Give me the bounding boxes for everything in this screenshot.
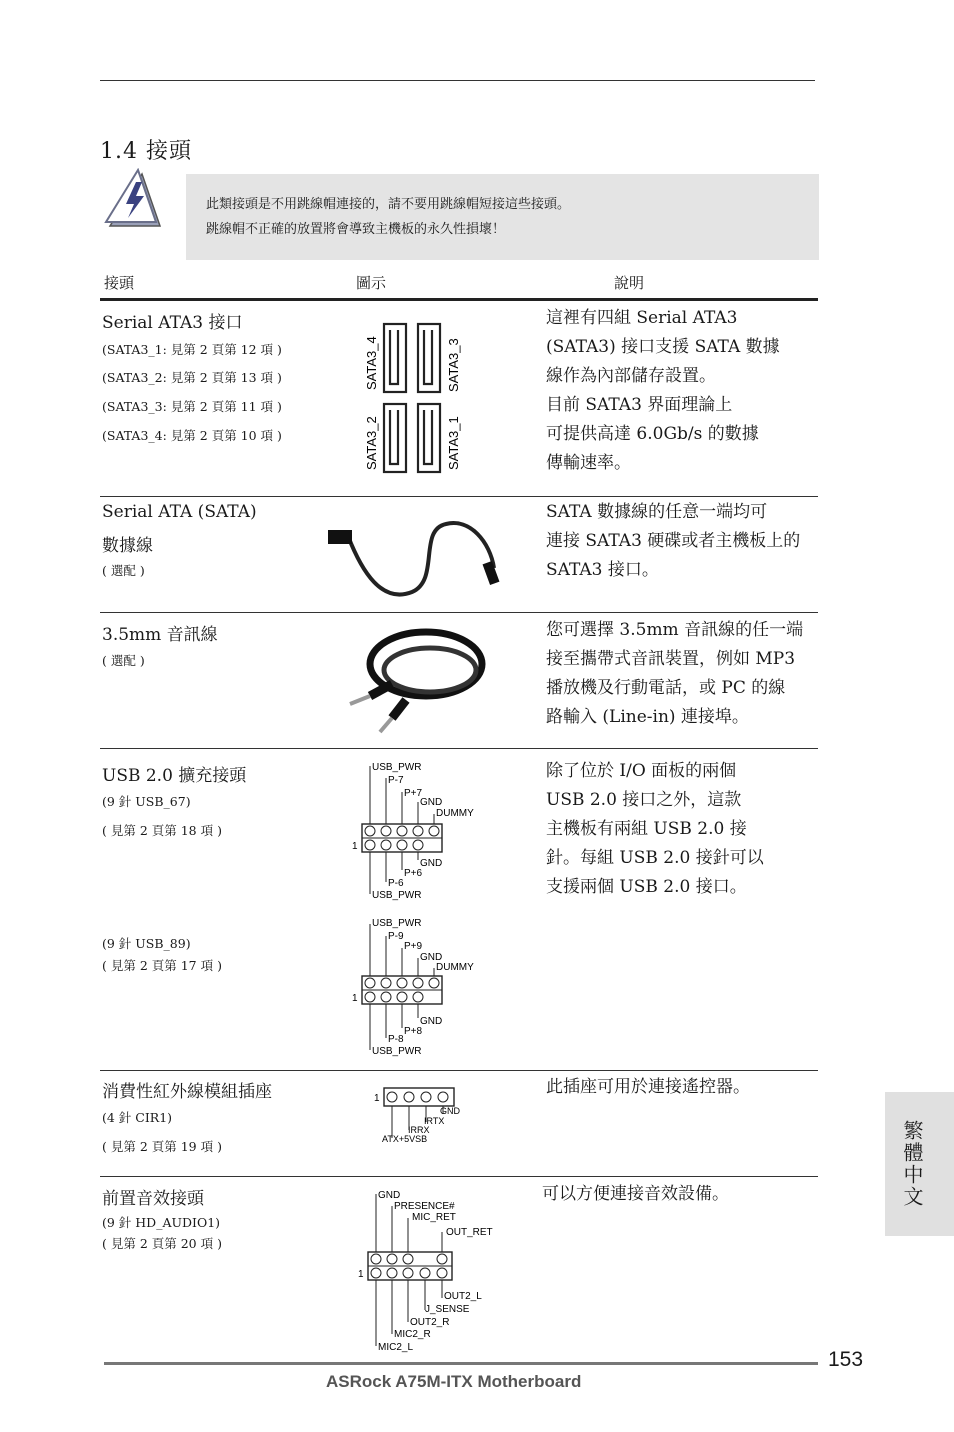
sata3-title: Serial ATA3 接口 xyxy=(102,313,243,333)
cir-pin-diagram xyxy=(372,1084,472,1150)
pin-one-label: 1 xyxy=(352,993,358,1004)
pin-one-label: 1 xyxy=(352,841,358,852)
cir-title: 消費性紅外線模組插座 xyxy=(102,1082,272,1102)
sata-cable-title: Serial ATA (SATA) xyxy=(102,502,257,522)
pin-label: GND xyxy=(378,1190,401,1201)
sata-cable-optional: ( 選配 ) xyxy=(102,563,145,578)
pin-label: IRRX xyxy=(408,1125,430,1135)
sata-cable-title-2: 數據線 xyxy=(102,536,153,556)
pin-label: GND xyxy=(420,952,443,963)
sata-cable-image xyxy=(322,512,512,602)
warning-line-2: 跳線帽不正確的放置將會導致主機板的永久性損壞！ xyxy=(206,222,506,237)
pin-label: DUMMY xyxy=(436,962,474,973)
sata3-sub-1: (SATA3_1: 見第 2 頁第 12 項 ) xyxy=(102,342,282,357)
header-rule xyxy=(100,298,818,301)
audio-cable-description: 您可選擇 3.5mm 音訊線的任一端 接至攜帶式音訊裝置，例如 MP3 播放機及行動電話，或 PC 的線 路輸入 (Line-in) 連接埠。 xyxy=(546,620,804,727)
hd-audio-pin-diagram xyxy=(356,1186,506,1356)
sata-cable-description: SATA 數據線的任意一端均可 連接 SATA3 硬碟或者主機板上的 SATA3 接口。 xyxy=(546,502,801,580)
sata3-sub-2: (SATA3_2: 見第 2 頁第 13 項 ) xyxy=(102,370,282,385)
pin-label: IRTX xyxy=(424,1116,445,1126)
pin-label: P-8 xyxy=(388,1034,404,1045)
pin-label: P+8 xyxy=(404,1026,423,1037)
top-rule xyxy=(100,80,815,81)
label-sata3-4: SATA3_4 xyxy=(364,336,379,390)
pin-label: ATX+5VSB xyxy=(382,1134,428,1144)
section-title: 1.4 接頭 xyxy=(100,139,192,164)
header-figure: 圖示 xyxy=(356,274,387,292)
pin-label: P-6 xyxy=(388,878,404,889)
pin-label: USB_PWR xyxy=(372,1046,422,1057)
usb89-pin-diagram xyxy=(350,914,490,1060)
warning-box xyxy=(186,174,819,260)
warning-icon xyxy=(100,168,162,232)
pin-label: OUT2_R xyxy=(410,1317,450,1328)
row-rule xyxy=(100,1070,818,1071)
audio-cable-image xyxy=(344,620,494,738)
sata3-sub-4: (SATA3_4: 見第 2 頁第 10 項 ) xyxy=(102,428,282,443)
row-rule xyxy=(100,496,818,497)
warning-line-1: 此類接頭是不用跳線帽連接的，請不要用跳線帽短接這些接頭。 xyxy=(206,197,571,212)
pin-label: GND xyxy=(420,797,443,808)
hd-audio-ref: ( 見第 2 頁第 20 項 ) xyxy=(102,1236,222,1251)
row-rule xyxy=(100,612,818,613)
label-sata3-3: SATA3_3 xyxy=(446,338,461,392)
pin-label: GND xyxy=(420,858,443,869)
language-label: 繁體中文 xyxy=(900,1120,924,1208)
footer-rule xyxy=(104,1362,818,1365)
sata3-sub-3: (SATA3_3: 見第 2 頁第 11 項 ) xyxy=(102,399,282,414)
pin-label: USB_PWR xyxy=(372,918,422,929)
hd-audio-title: 前置音效接頭 xyxy=(102,1189,204,1209)
usb67-ref: ( 見第 2 頁第 18 項 ) xyxy=(102,823,222,838)
pin-label: DUMMY xyxy=(436,808,474,819)
pin-label: MIC_RET xyxy=(412,1212,456,1223)
pin-label: GND xyxy=(440,1106,460,1116)
pin-label: USB_PWR xyxy=(372,762,422,773)
cir-ref: ( 見第 2 頁第 19 項 ) xyxy=(102,1139,222,1154)
pin-label: USB_PWR xyxy=(372,890,422,901)
usb-description: 除了位於 I/O 面板的兩個 USB 2.0 接口之外，這款 主機板有兩組 USB 2.0 接 針。每組 USB 2.0 接針可以 支援兩個 USB 2.0 接口。 xyxy=(546,761,764,897)
row-rule xyxy=(100,748,818,749)
usb67-pins: (9 針 USB_67) xyxy=(102,794,191,809)
row-rule xyxy=(100,1176,818,1177)
pin-one-label: 1 xyxy=(358,1269,364,1280)
hd-audio-pins: (9 針 HD_AUDIO1) xyxy=(102,1215,221,1230)
label-sata3-2: SATA3_2 xyxy=(364,416,379,470)
pin-label: MIC2_L xyxy=(378,1342,414,1353)
cir-description: 此插座可用於連接遙控器。 xyxy=(546,1077,750,1097)
sata3-description: 這裡有四組 Serial ATA3 (SATA3) 接口支援 SATA 數據 線作為內部儲存設置。 目前 SATA3 界面理論上 可提供高達 6.0Gb/s 的數據 傳輸速率。 xyxy=(546,308,780,473)
pin-label: P+9 xyxy=(404,941,423,952)
audio-cable-title: 3.5mm 音訊線 xyxy=(102,625,218,645)
usb89-ref: ( 見第 2 頁第 17 項 ) xyxy=(102,958,222,973)
pin-label: P+6 xyxy=(404,868,423,879)
sata3-connector-diagram xyxy=(360,318,470,478)
usb89-pins: (9 針 USB_89) xyxy=(102,936,191,951)
usb-title: USB 2.0 擴充接頭 xyxy=(102,766,247,786)
page-number: 153 xyxy=(828,1348,864,1371)
pin-label: OUT_RET xyxy=(446,1227,493,1238)
header-description: 說明 xyxy=(614,274,645,292)
header-connector: 接頭 xyxy=(104,274,135,292)
label-sata3-1: SATA3_1 xyxy=(446,416,461,470)
pin-label: GND xyxy=(420,1016,443,1027)
pin-one-label: 1 xyxy=(374,1093,380,1104)
pin-label: OUT2_L xyxy=(444,1291,482,1302)
footer-title: ASRock A75M-ITX Motherboard xyxy=(326,1372,582,1391)
pin-label: P+7 xyxy=(404,788,423,799)
hd-audio-description: 可以方便連接音效設備。 xyxy=(542,1184,729,1204)
audio-cable-optional: ( 選配 ) xyxy=(102,653,145,668)
pin-label: MIC2_R xyxy=(394,1329,431,1340)
pin-label: J_SENSE xyxy=(425,1304,470,1315)
pin-label: PRESENCE# xyxy=(394,1201,455,1212)
cir-pins: (4 針 CIR1) xyxy=(102,1110,173,1125)
pin-label: P-7 xyxy=(388,775,404,786)
usb67-pin-diagram xyxy=(350,758,490,904)
pin-label: P-9 xyxy=(388,931,404,942)
